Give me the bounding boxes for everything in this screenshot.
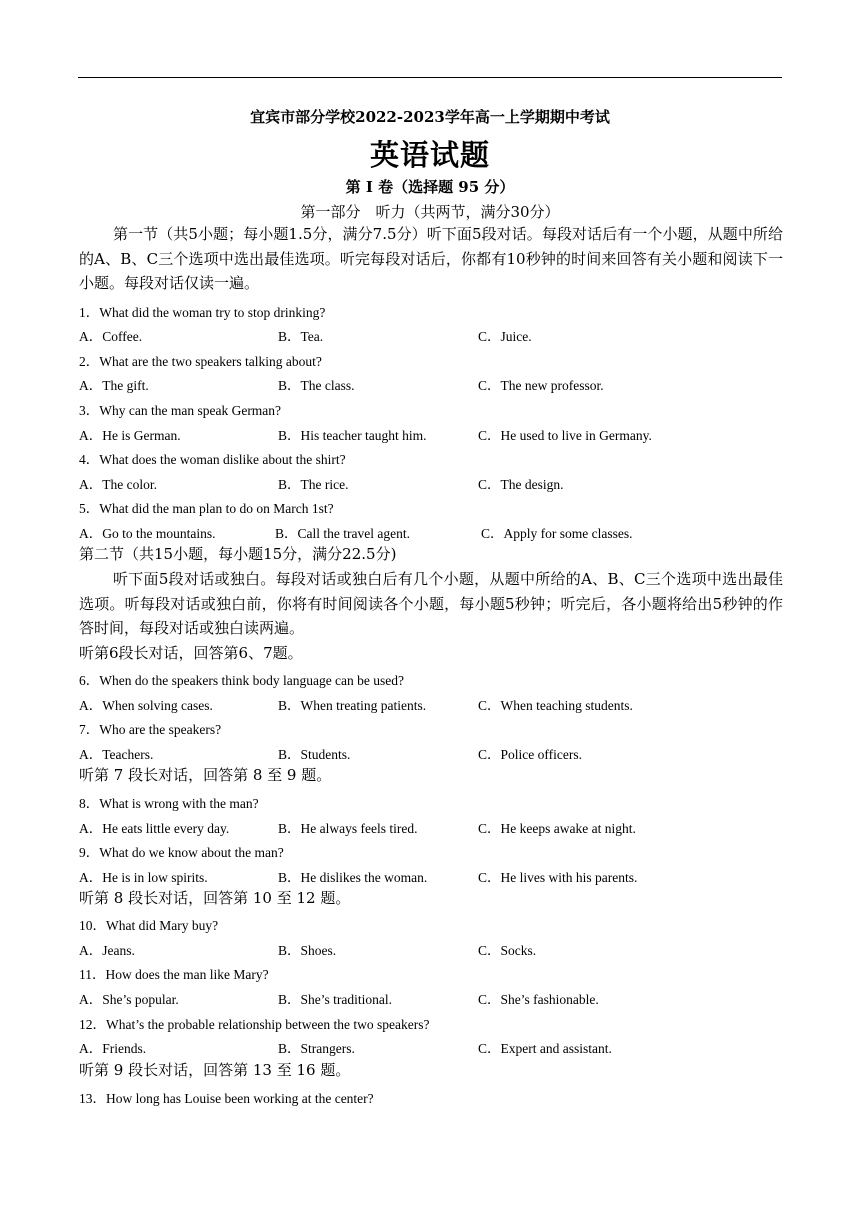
- option-1a: A．Coffee.: [79, 329, 143, 344]
- dialog6-instruction: 听第6段长对话，回答第6、7题。: [79, 644, 303, 662]
- option-4b: B．The rice.: [278, 477, 349, 492]
- option-4c: C．The design.: [478, 477, 564, 492]
- option-7c: C．Police officers.: [478, 747, 582, 762]
- option-6b: B．When treating patients.: [278, 698, 427, 713]
- part-heading: 第一部分 听力（共两节，满分30分）: [300, 203, 560, 221]
- option-11c: C．She’s fashionable.: [478, 992, 599, 1007]
- question-7: 7．Who are the speakers?: [79, 722, 222, 737]
- section2-instructions: 听下面5段对话或独白。每段对话或独白后有几个小题，从题中所给的A、B、C三个选项中选出最佳选项。听每段对话或独白前，你将有时间阅读各个小题，每小题5秒钟；听完后，各小题将给出5秒钟的作答时间，每段对话或独白读两遍。: [79, 570, 783, 637]
- option-5c: C．Apply for some classes.: [481, 526, 633, 541]
- option-11b: B．She’s traditional.: [278, 992, 392, 1007]
- option-7a: A．Teachers.: [79, 747, 154, 762]
- option-10a: A．Jeans.: [79, 943, 135, 958]
- question-2: 2．What are the two speakers talking about?: [79, 354, 322, 369]
- exam-title: 英语试题: [369, 138, 490, 172]
- option-3b: B．His teacher taught him.: [278, 428, 427, 443]
- option-5a: A．Go to the mountains.: [79, 526, 216, 541]
- option-3c: C．He used to live in Germany.: [478, 428, 652, 443]
- dialog8-instruction: 听第 8 段长对话，回答第 10 至 12 题。: [79, 889, 351, 907]
- option-8a: A．He eats little every day.: [79, 821, 230, 836]
- question-8: 8．What is wrong with the man?: [79, 796, 259, 811]
- option-12c: C．Expert and assistant.: [478, 1041, 612, 1056]
- question-10: 10．What did Mary buy?: [79, 918, 219, 933]
- question-9: 9．What do we know about the man?: [79, 845, 284, 860]
- exam-subtitle: 宜宾市部分学校2022-2023学年高一上学期期中考试: [250, 108, 610, 126]
- option-6a: A．When solving cases.: [79, 698, 213, 713]
- question-5: 5．What did the man plan to do on March 1st?: [79, 501, 334, 516]
- question-1: 1．What did the woman try to stop drinking?: [79, 305, 326, 320]
- option-10c: C．Socks.: [478, 943, 537, 958]
- dialog9-instruction: 听第 9 段长对话，回答第 13 至 16 题。: [79, 1061, 351, 1079]
- option-9c: C．He lives with his parents.: [478, 870, 638, 885]
- option-2b: B．The class.: [278, 378, 355, 393]
- question-12: 12．What’s the probable relationship between the two speakers?: [79, 1017, 430, 1032]
- option-10b: B．Shoes.: [278, 943, 337, 958]
- option-4a: A．The color.: [79, 477, 157, 492]
- dialog7-instruction: 听第 7 段长对话，回答第 8 至 9 题。: [79, 766, 332, 784]
- volume-heading: 第 I 卷（选择题 95 分）: [345, 178, 515, 196]
- option-9a: A．He is in low spirits.: [79, 870, 208, 885]
- option-8b: B．He always feels tired.: [278, 821, 418, 836]
- section2-heading: 第二节（共15小题，每小题15分，满分22.5分): [79, 545, 397, 563]
- option-11a: A．She’s popular.: [79, 992, 179, 1007]
- question-11: 11．How does the man like Mary?: [79, 967, 269, 982]
- option-9b: B．He dislikes the woman.: [278, 870, 428, 885]
- option-3a: A．He is German.: [79, 428, 181, 443]
- option-6c: C．When teaching students.: [478, 698, 633, 713]
- question-6: 6．When do the speakers think body language can be used?: [79, 673, 405, 688]
- option-2a: A．The gift.: [79, 378, 149, 393]
- option-5b: B．Call the travel agent.: [275, 526, 410, 541]
- question-13: 13．How long has Louise been working at the center?: [79, 1091, 374, 1106]
- option-12b: B．Strangers.: [278, 1041, 355, 1056]
- question-4: 4．What does the woman dislike about the shirt?: [79, 452, 346, 467]
- header-rule: [78, 77, 782, 78]
- question-3: 3．Why can the man speak German?: [79, 403, 282, 418]
- option-7b: B．Students.: [278, 747, 351, 762]
- option-8c: C．He keeps awake at night.: [478, 821, 636, 836]
- option-1c: C．Juice.: [478, 329, 532, 344]
- option-2c: C．The new professor.: [478, 378, 604, 393]
- option-12a: A．Friends.: [79, 1041, 147, 1056]
- section1-instructions: 第一节（共5小题；每小题1.5分，满分7.5分）听下面5段对话。每段对话后有一个小题，从题中所给的A、B、C三个选项中选出最佳选项。听完每段对话后，你都有10秒钟的时间来回答有关小题和阅读下一小题。每段对话仅读一遍。: [79, 225, 783, 292]
- option-1b: B．Tea.: [278, 329, 324, 344]
